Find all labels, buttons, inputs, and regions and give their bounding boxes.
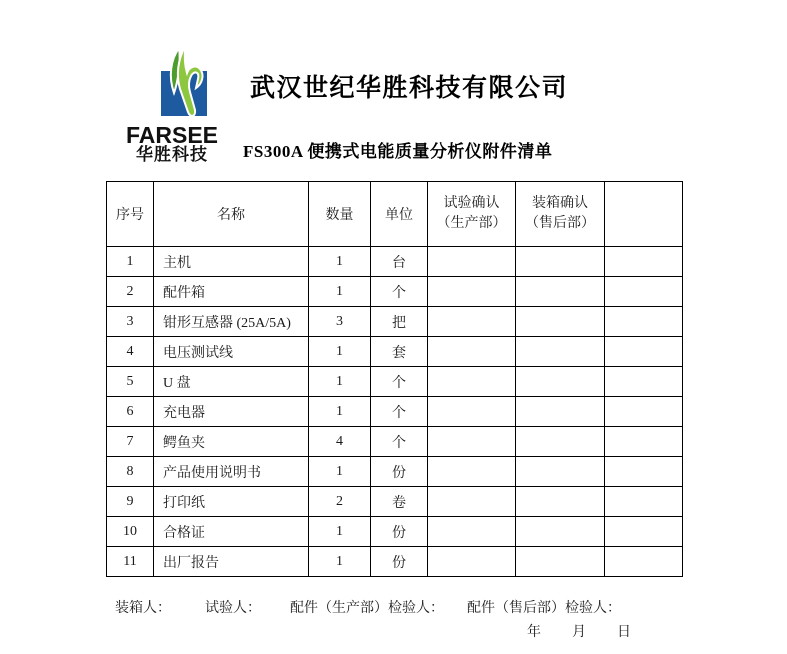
index-cell: 10: [107, 517, 154, 547]
test-confirm-cell: [428, 277, 516, 307]
qty-cell: 1: [309, 337, 371, 367]
month-label: 月: [572, 625, 586, 640]
company-logo: [118, 42, 226, 164]
signature-line: [0, 597, 787, 615]
test-confirm-cell: [428, 337, 516, 367]
extra-cell: [605, 427, 683, 457]
test-confirm-cell: [428, 547, 516, 577]
table-body: [107, 247, 683, 577]
unit-cell: 把: [371, 307, 428, 337]
pack-confirm-cell: [516, 277, 605, 307]
test-confirm-cell: [428, 487, 516, 517]
logo-farsee-text: FARSEE: [125, 122, 219, 148]
index-cell: 11: [107, 547, 154, 577]
pack-confirm-cell: [516, 547, 605, 577]
table-row: [107, 397, 683, 427]
qty-cell: 4: [309, 427, 371, 457]
test-confirm-cell: [428, 517, 516, 547]
index-cell: 3: [107, 307, 154, 337]
pack-confirm-cell: [516, 337, 605, 367]
unit-cell: 份: [371, 457, 428, 487]
table-row: [107, 517, 683, 547]
qty-cell: 1: [309, 457, 371, 487]
extra-cell: [605, 397, 683, 427]
unit-cell: 卷: [371, 487, 428, 517]
company-title: 武汉世纪华胜科技有限公司: [250, 75, 569, 102]
index-cell: 4: [107, 337, 154, 367]
farsee-logo-mark: [130, 42, 214, 122]
pack-confirm-cell: [516, 457, 605, 487]
name-cell: 主机: [154, 247, 309, 277]
test-confirm-cell: [428, 247, 516, 277]
name-cell: 合格证: [154, 517, 309, 547]
extra-cell: [605, 277, 683, 307]
pack-confirm-cell: [516, 247, 605, 277]
index-cell: 7: [107, 427, 154, 457]
name-cell: U 盘: [154, 367, 309, 397]
table-header-row: [107, 182, 683, 247]
unit-cell: 份: [371, 547, 428, 577]
name-cell: 打印纸: [154, 487, 309, 517]
pack-confirm-cell: [516, 307, 605, 337]
test-confirm-line1: 试验确认: [443, 196, 500, 211]
index-cell: 9: [107, 487, 154, 517]
qty-cell: 1: [309, 517, 371, 547]
extra-cell: [605, 547, 683, 577]
extra-cell: [605, 307, 683, 337]
test-confirm-line2: （生产部）: [436, 216, 507, 231]
col-header-test-confirm: [428, 182, 516, 247]
name-cell: 充电器: [154, 397, 309, 427]
col-header-name: 名称: [154, 182, 309, 247]
extra-cell: [605, 517, 683, 547]
day-label: 日: [617, 625, 631, 640]
name-cell: 配件箱: [154, 277, 309, 307]
index-cell: 1: [107, 247, 154, 277]
qty-cell: 1: [309, 247, 371, 277]
extra-cell: [605, 337, 683, 367]
test-confirm-cell: [428, 367, 516, 397]
table-row: [107, 487, 683, 517]
year-label: 年: [527, 625, 541, 640]
after-inspector-label: 配件（售后部）检验人：: [467, 601, 621, 616]
index-cell: 2: [107, 277, 154, 307]
pack-confirm-line2: （售后部）: [525, 216, 595, 231]
name-cell: 鳄鱼夹: [154, 427, 309, 457]
extra-cell: [605, 487, 683, 517]
test-confirm-cell: [428, 307, 516, 337]
col-header-extra: [605, 182, 683, 247]
name-cell: 产品使用说明书: [154, 457, 309, 487]
unit-cell: 份: [371, 517, 428, 547]
col-header-unit: 单位: [371, 182, 428, 247]
unit-cell: 台: [371, 247, 428, 277]
table-row: [107, 427, 683, 457]
index-cell: 5: [107, 367, 154, 397]
test-confirm-cell: [428, 427, 516, 457]
pack-confirm-cell: [516, 397, 605, 427]
qty-cell: 1: [309, 547, 371, 577]
test-confirm-cell: [428, 457, 516, 487]
col-header-pack-confirm: [516, 182, 605, 247]
pack-confirm-line1: 装箱确认: [532, 196, 588, 211]
extra-cell: [605, 367, 683, 397]
qty-cell: 1: [309, 277, 371, 307]
index-cell: 6: [107, 397, 154, 427]
pack-confirm-cell: [516, 487, 605, 517]
table-row: [107, 337, 683, 367]
prod-inspector-label: 配件（生产部）检验人：: [290, 601, 444, 616]
extra-cell: [605, 247, 683, 277]
table-row: [107, 307, 683, 337]
unit-cell: 个: [371, 397, 428, 427]
unit-cell: 个: [371, 367, 428, 397]
index-cell: 8: [107, 457, 154, 487]
table-row: [107, 247, 683, 277]
col-header-index: 序号: [107, 182, 154, 247]
table-row: [107, 367, 683, 397]
pack-confirm-cell: [516, 427, 605, 457]
qty-cell: 1: [309, 397, 371, 427]
packer-label: 装箱人：: [115, 601, 171, 616]
date-line: [0, 621, 787, 639]
qty-cell: 3: [309, 307, 371, 337]
extra-cell: [605, 457, 683, 487]
name-cell: 电压测试线: [154, 337, 309, 367]
col-header-qty: 数量: [309, 182, 371, 247]
name-cell: 出厂报告: [154, 547, 309, 577]
pack-confirm-cell: [516, 517, 605, 547]
pack-confirm-cell: [516, 367, 605, 397]
table-row: [107, 277, 683, 307]
name-cell: 钳形互感器 (25A/5A): [154, 307, 309, 337]
tester-label: 试验人：: [205, 601, 261, 616]
logo-chinese-text: 华胜科技: [136, 145, 208, 164]
unit-cell: 套: [371, 337, 428, 367]
qty-cell: 1: [309, 367, 371, 397]
table-row: [107, 547, 683, 577]
table-row: [107, 457, 683, 487]
accessory-table: [106, 181, 683, 577]
document-title: FS300A 便携式电能质量分析仪附件清单: [243, 142, 553, 161]
unit-cell: 个: [371, 277, 428, 307]
test-confirm-cell: [428, 397, 516, 427]
unit-cell: 个: [371, 427, 428, 457]
qty-cell: 2: [309, 487, 371, 517]
